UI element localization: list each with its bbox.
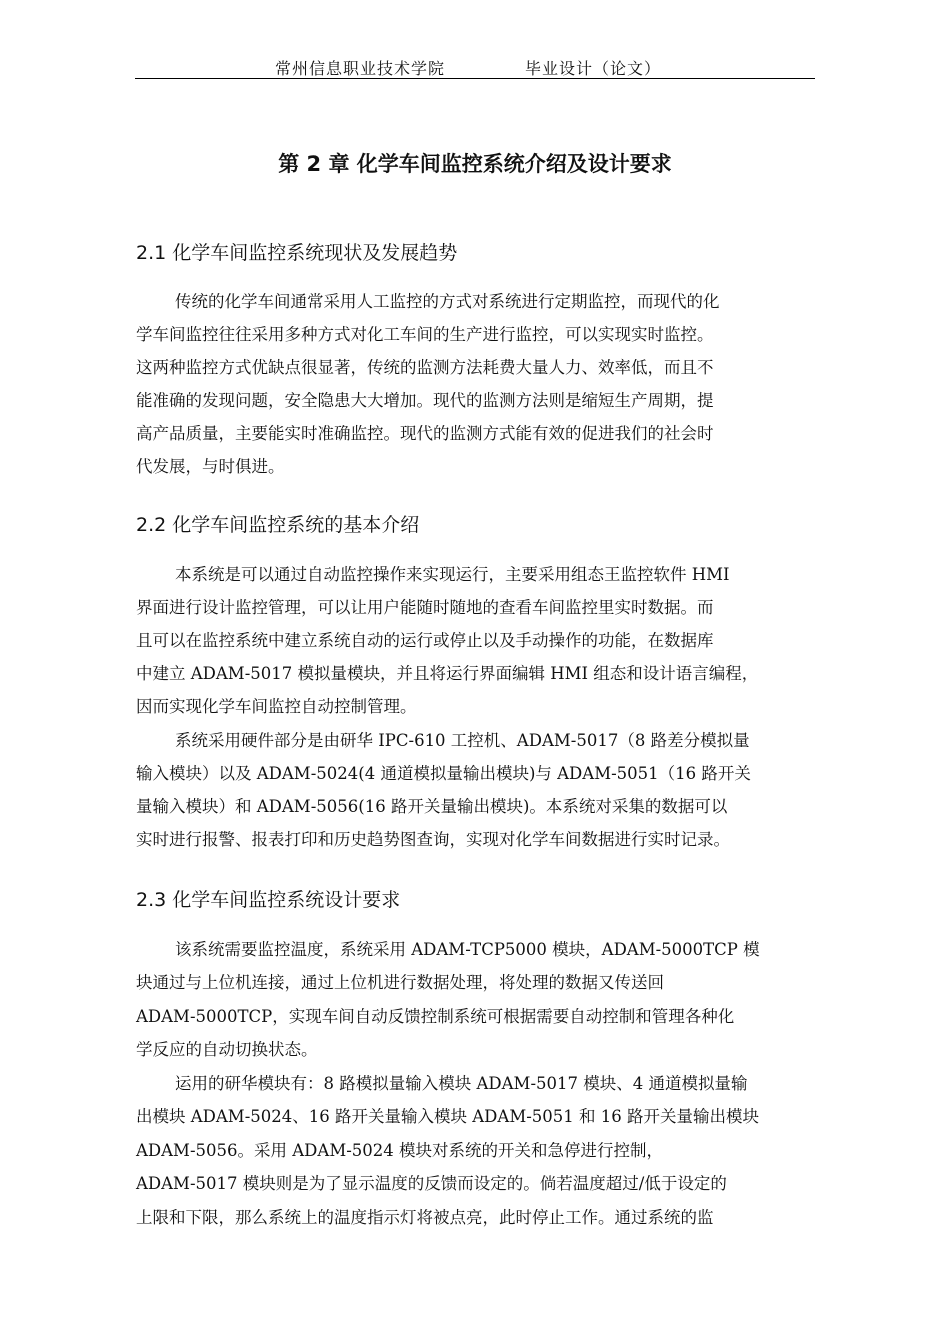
paragraph-line: 这两种监控方式优缺点很显著，传统的监测方法耗费大量人力、效率低，而且不 [136, 358, 714, 377]
paragraph-line: 本系统是可以通过自动监控操作来实现运行，主要采用组态王监控软件 HMI [175, 565, 730, 584]
paragraph-line: 输入模块）以及 ADAM-5024(4 通道模拟量输出模块)与 ADAM-5051（16 路开关 [136, 764, 751, 783]
header-document-type: 毕业设计（论文） [525, 59, 662, 78]
section-title-2-3: 2.3 化学车间监控系统设计要求 [136, 889, 401, 911]
paragraph-line: 高产品质量，主要能实时准确监控。现代的监测方式能有效的促进我们的社会时 [136, 424, 714, 443]
paragraph-line: 因而实现化学车间监控自动控制管理。 [136, 697, 417, 716]
paragraph-line: ADAM-5000TCP，实现车间自动反馈控制系统可根据需要自动控制和管理各种化 [136, 1007, 735, 1026]
header-school-name: 常州信息职业技术学院 [275, 59, 446, 78]
paragraph-line: 量输入模块）和 ADAM-5056(16 路开关量输出模块)。本系统对采集的数据可以 [136, 797, 728, 816]
paragraph-line: ADAM-5017 模块则是为了显示温度的反馈而设定的。倘若温度超过/低于设定的 [136, 1174, 727, 1193]
paragraph-line: 实时进行报警、报表打印和历史趋势图查询，实现对化学车间数据进行实时记录。 [136, 830, 730, 849]
chapter-title: 第 2 章 化学车间监控系统介绍及设计要求 [278, 152, 672, 176]
paragraph-line: 上限和下限，那么系统上的温度指示灯将被点亮，此时停止工作。通过系统的监 [136, 1208, 714, 1227]
section-title-2-2: 2.2 化学车间监控系统的基本介绍 [136, 514, 420, 536]
paragraph-line: 界面进行设计监控管理，可以让用户能随时随地的查看车间监控里实时数据。而 [136, 598, 714, 617]
paragraph-line: 中建立 ADAM-5017 模拟量模块，并且将运行界面编辑 HMI 组态和设计语言编程， [136, 664, 759, 683]
paragraph-line: 传统的化学车间通常采用人工监控的方式对系统进行定期监控，而现代的化 [175, 292, 720, 311]
paragraph-line: 系统采用硬件部分是由研华 IPC-610 工控机、ADAM-5017（8 路差分模拟量 [175, 731, 750, 750]
paragraph-line: 学反应的自动切换状态。 [136, 1040, 318, 1059]
paragraph-line: 且可以在监控系统中建立系统自动的运行或停止以及手动操作的功能，在数据库 [136, 631, 714, 650]
page-header [135, 56, 815, 79]
paragraph-line: 出模块 ADAM-5024、16 路开关量输入模块 ADAM-5051 和 16 路开关量输出模块 [136, 1107, 760, 1126]
paragraph-line: 学车间监控往往采用多种方式对化工车间的生产进行监控，可以实现实时监控。 [136, 325, 714, 344]
paragraph-line: 运用的研华模块有：8 路模拟量输入模块 ADAM-5017 模块、4 通道模拟量输 [175, 1074, 748, 1093]
paragraph-line: ADAM-5056。采用 ADAM-5024 模块对系统的开关和急停进行控制， [136, 1141, 664, 1160]
paragraph-line: 块通过与上位机连接，通过上位机进行数据处理，将处理的数据又传送回 [136, 973, 664, 992]
section-title-2-1: 2.1 化学车间监控系统现状及发展趋势 [136, 242, 458, 264]
paragraph-line: 能准确的发现问题，安全隐患大大增加。现代的监测方法则是缩短生产周期，提 [136, 391, 714, 410]
paragraph-line: 代发展，与时俱进。 [136, 457, 285, 476]
paragraph-line: 该系统需要监控温度，系统采用 ADAM-TCP5000 模块，ADAM-5000TCP 模 [175, 940, 760, 959]
